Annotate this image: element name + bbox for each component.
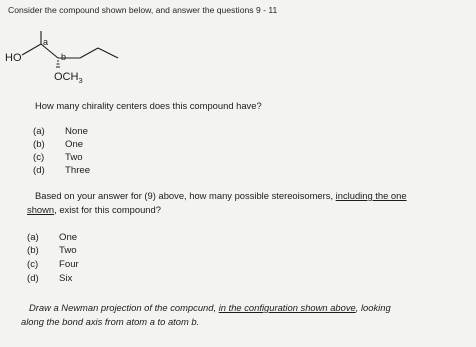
worksheet-page: Consider the compound shown below, and answer the questions 9 - 11 HO a b $OCH_3$ How many chirality centers does this compound have? (a) None (b) One (c) Two (d) Three Based on your answer for (9) above, how many possible stereoisomers, including the one shown, exist for this compound? (a) One (b) Two (c) Four (d) Six Draw a Newman projection of the compcund, in the configuration shown above, looking along the bond axis from atom a to atom b.: [0, 0, 476, 347]
ho-label: HO: [5, 52, 22, 64]
hashed-wedge-bond: [56, 61, 60, 67]
och3-label: $OCH_3$: [54, 71, 83, 85]
question-stereoisomers-line2: shown, exist for this compound?: [27, 204, 161, 215]
intro-text: Consider the compound shown below, and answer the questions 9 - 11: [8, 5, 278, 15]
atom-a-label: a: [43, 37, 49, 47]
bond-a-b: [41, 44, 58, 58]
question-stereoisomers-line1: Based on your answer for (9) above, how many possible stereoisomers, including the one: [35, 190, 407, 201]
atom-b-label: b: [61, 52, 67, 62]
bond-c4-c5: [98, 48, 118, 58]
bond-c3-c4: [80, 48, 98, 58]
bond-ho-c1: [22, 44, 41, 55]
question-newman-line2: along the bond axis from atom a to atom b.: [21, 316, 200, 327]
question-newman-line1: Draw a Newman projection of the compcund, in the configuration shown above, looking: [29, 302, 391, 313]
question-chirality: How many chirality centers does this compound have?: [35, 100, 262, 111]
